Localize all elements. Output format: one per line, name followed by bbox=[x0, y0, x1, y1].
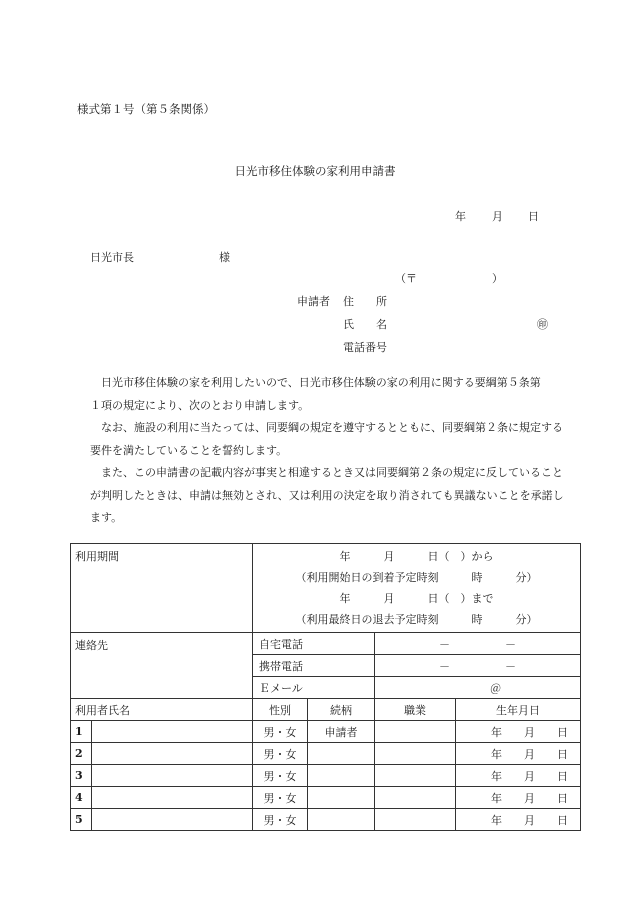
declaration-text bbox=[90, 372, 570, 530]
home-phone-value[interactable]: － － bbox=[375, 633, 581, 655]
table-row bbox=[71, 765, 581, 787]
email-label: Ｅメール bbox=[253, 677, 375, 699]
paragraph-2: なお、施設の利用に当たっては、同要綱の規定を遵守するとともに、同要綱第２条に規定する要件を満たしていることを誓約します。 bbox=[90, 421, 563, 457]
table-row bbox=[71, 787, 581, 809]
gender-cell[interactable]: 男・女 bbox=[253, 765, 308, 787]
period-arrival-time[interactable]: （利用開始日の到着予定時刻 時 分） bbox=[295, 571, 538, 584]
birthdate-cell[interactable]: 年 月 日 bbox=[456, 743, 581, 765]
postal-close: ） bbox=[492, 272, 503, 285]
user-name-cell[interactable] bbox=[92, 809, 253, 831]
table-row bbox=[71, 743, 581, 765]
table-row bbox=[71, 809, 581, 831]
phone-label[interactable]: 電話番号 bbox=[343, 341, 387, 354]
mobile-phone-label: 携帯電話 bbox=[253, 655, 375, 677]
occupation-cell[interactable] bbox=[375, 765, 456, 787]
date-year[interactable]: 年 bbox=[455, 210, 466, 223]
gender-cell[interactable]: 男・女 bbox=[253, 743, 308, 765]
form-number: 様式第１号（第５条関係） bbox=[77, 102, 215, 116]
occupation-cell[interactable] bbox=[375, 721, 456, 743]
page-title: 日光市移住体験の家利用申請書 bbox=[234, 164, 396, 178]
paragraph-1-line-1: 日光市移住体験の家を利用したいので、日光市移住体験の家の利用に関する要綱第５条第 bbox=[101, 376, 541, 389]
period-cell[interactable] bbox=[253, 544, 581, 633]
row-number: 4 bbox=[71, 787, 92, 809]
header-gender: 性別 bbox=[253, 699, 308, 721]
gender-cell[interactable]: 男・女 bbox=[253, 721, 308, 743]
period-end-date[interactable]: 年 月 日（ ）まで bbox=[339, 592, 494, 605]
period-start-date[interactable]: 年 月 日（ ）から bbox=[339, 550, 494, 563]
postal-open[interactable]: （〒 bbox=[395, 272, 417, 285]
date-month[interactable]: 月 bbox=[492, 210, 503, 223]
occupation-cell[interactable] bbox=[375, 743, 456, 765]
date-day[interactable]: 日 bbox=[528, 210, 539, 223]
contact-label: 連絡先 bbox=[71, 633, 253, 699]
applicant-label: 申請者 bbox=[297, 295, 330, 308]
row-number: 3 bbox=[71, 765, 92, 787]
row-number: 2 bbox=[71, 743, 92, 765]
user-name-cell[interactable] bbox=[92, 743, 253, 765]
occupation-cell[interactable] bbox=[375, 787, 456, 809]
table-row bbox=[71, 721, 581, 743]
addressee-honorific: 様 bbox=[219, 251, 230, 264]
paragraph-3: また、この申請書の記載内容が事実と相違するとき又は同要綱第２条の規定に反していることが判明したときは、申請は無効とされ、又は利用の決定を取り消されても異議ないことを承諾します。 bbox=[90, 466, 564, 524]
email-value[interactable]: ＠ bbox=[375, 677, 581, 699]
user-name-cell[interactable] bbox=[92, 721, 253, 743]
gender-cell[interactable]: 男・女 bbox=[253, 787, 308, 809]
period-label: 利用期間 bbox=[71, 544, 253, 633]
relation-cell[interactable] bbox=[308, 809, 375, 831]
mobile-phone-value[interactable]: － － bbox=[375, 655, 581, 677]
relation-cell[interactable] bbox=[308, 765, 375, 787]
occupation-cell[interactable] bbox=[375, 809, 456, 831]
user-name-cell[interactable] bbox=[92, 765, 253, 787]
birthdate-cell[interactable]: 年 月 日 bbox=[456, 787, 581, 809]
birthdate-cell[interactable]: 年 月 日 bbox=[456, 721, 581, 743]
header-occupation: 職業 bbox=[375, 699, 456, 721]
birthdate-cell[interactable]: 年 月 日 bbox=[456, 809, 581, 831]
relation-cell[interactable]: 申請者 bbox=[308, 721, 375, 743]
home-phone-label: 自宅電話 bbox=[253, 633, 375, 655]
row-number: 1 bbox=[71, 721, 92, 743]
relation-cell[interactable] bbox=[308, 743, 375, 765]
header-birthdate: 生年月日 bbox=[456, 699, 581, 721]
header-name: 利用者氏名 bbox=[71, 699, 253, 721]
header-relation: 続柄 bbox=[308, 699, 375, 721]
application-table bbox=[70, 543, 581, 831]
paragraph-1-line-2: １項の規定により、次のとおり申請します。 bbox=[90, 398, 310, 412]
user-name-cell[interactable] bbox=[92, 787, 253, 809]
seal-mark: ㊞ bbox=[537, 318, 548, 331]
period-departure-time[interactable]: （利用最終日の退去予定時刻 時 分） bbox=[295, 613, 538, 626]
relation-cell[interactable] bbox=[308, 787, 375, 809]
row-number: 5 bbox=[71, 809, 92, 831]
addressee-name: 日光市長 bbox=[90, 251, 134, 264]
name-label[interactable]: 氏 名 bbox=[343, 318, 387, 331]
gender-cell[interactable]: 男・女 bbox=[253, 809, 308, 831]
birthdate-cell[interactable]: 年 月 日 bbox=[456, 765, 581, 787]
address-label[interactable]: 住 所 bbox=[343, 295, 387, 308]
